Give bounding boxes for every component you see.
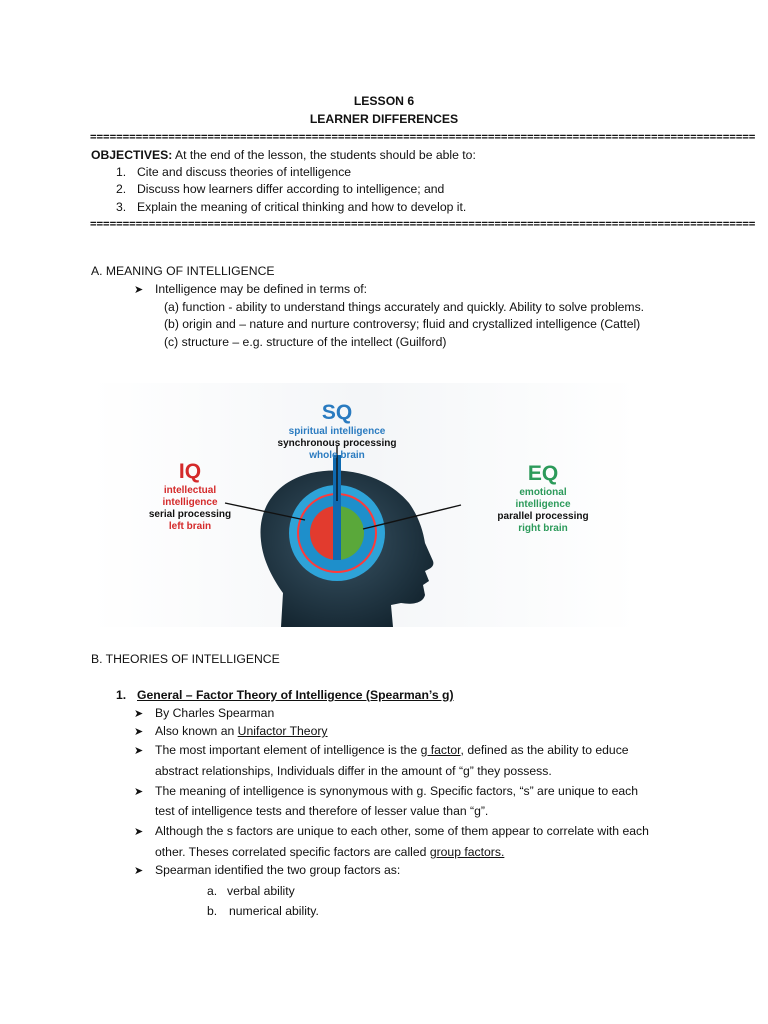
- definition-structure: (c) structure – e.g. structure of the intellect (Guilford): [164, 335, 447, 349]
- iq-title: IQ: [178, 460, 202, 483]
- sub-letter-b: b.: [207, 904, 218, 918]
- group-factors-intro: Spearman identified the two group factors as:: [155, 863, 401, 877]
- definition-function: (a) function - ability to understand things accurately and quickly. Ability to solve problems.: [164, 300, 645, 314]
- section-b-heading: B. THEORIES OF INTELLIGENCE: [91, 652, 280, 666]
- theory-1-author: By Charles Spearman: [155, 706, 275, 720]
- iq-line-3: serial processing: [148, 509, 232, 520]
- intelligence-head-figure: [91, 383, 637, 627]
- theory-1-alias: [155, 724, 328, 738]
- iq-line-1: intellectual: [163, 485, 217, 496]
- arrow-bullet-icon: ➤: [134, 725, 144, 738]
- theory-1-number: 1.: [116, 688, 127, 702]
- g-factor-suffix: , defined as the ability to educe: [460, 743, 629, 757]
- arrow-bullet-icon: ➤: [134, 825, 144, 838]
- group-factors-line-2: [155, 845, 504, 859]
- head-diagram: [91, 383, 637, 627]
- theory-1-title-text: General – Factor Theory of Intelligence (Spearman’s g): [137, 688, 454, 702]
- g-factor-prefix: The most important element of intelligence is the: [155, 743, 421, 757]
- arrow-bullet-icon: ➤: [134, 283, 144, 296]
- sq-line-3: whole brain: [309, 450, 365, 461]
- unifactor-theory-term: Unifactor Theory: [237, 724, 328, 738]
- lesson-number: LESSON 6: [353, 94, 415, 108]
- section-a-bullet: Intelligence may be defined in terms of:: [155, 282, 368, 296]
- objective-item-3: Explain the meaning of critical thinking and how to develop it.: [137, 200, 467, 214]
- objective-num-3: 3.: [116, 200, 127, 214]
- specific-factors-line-2: test of intelligence tests and therefore of lesser value than “g”.: [155, 804, 489, 818]
- g-factor-definition: [155, 743, 629, 757]
- eq-title: EQ: [527, 462, 559, 485]
- objectives-intro: [91, 148, 476, 162]
- arrow-bullet-icon: ➤: [134, 744, 144, 757]
- g-factor-definition-cont: abstract relationships, Individuals differ in the amount of “g” they possess.: [155, 764, 552, 778]
- objective-num-1: 1.: [116, 165, 127, 179]
- group-factors-term: group factors.: [429, 845, 505, 859]
- specific-factors-line-1: The meaning of intelligence is synonymous with g. Specific factors, “s” are unique to each: [155, 784, 639, 798]
- sq-title: SQ: [321, 401, 353, 424]
- numerical-ability: numerical ability.: [229, 904, 319, 918]
- theory-1-title: [137, 688, 454, 702]
- objective-item-2: Discuss how learners differ according to intelligence; and: [137, 182, 445, 196]
- definition-origin: (b) origin and – nature and nurture controversy; fluid and crystallized intelligence (Cattel): [164, 317, 641, 331]
- sq-line-2: synchronous processing: [277, 438, 397, 449]
- eq-line-3: parallel processing: [497, 511, 589, 522]
- divider-top: ======================================================================================================: [90, 130, 756, 143]
- arrow-bullet-icon: ➤: [134, 707, 144, 720]
- iq-line-2: intelligence: [162, 497, 218, 508]
- group-factors-prefix: other. Theses correlated specific factors are called: [155, 845, 430, 859]
- section-a-heading: A. MEANING OF INTELLIGENCE: [91, 264, 275, 278]
- arrow-bullet-icon: ➤: [134, 785, 144, 798]
- iq-line-4: left brain: [168, 521, 212, 532]
- eq-line-1: emotional: [519, 487, 567, 498]
- eq-line-2: intelligence: [515, 499, 571, 510]
- sub-letter-a: a.: [207, 884, 218, 898]
- theory-1-alias-prefix: Also known an: [155, 724, 238, 738]
- divider-bottom: ======================================================================================================: [90, 217, 756, 230]
- eq-line-4: right brain: [518, 523, 568, 534]
- arrow-bullet-icon: ➤: [134, 864, 144, 877]
- g-factor-term: g factor: [420, 743, 461, 757]
- group-factors-line-1: Although the s factors are unique to each other, some of them appear to correlate with each: [155, 824, 649, 838]
- objectives-label: OBJECTIVES:: [91, 148, 173, 162]
- objective-num-2: 2.: [116, 182, 127, 196]
- objectives-intro-text: At the end of the lesson, the students should be able to:: [172, 148, 476, 162]
- verbal-ability: verbal ability: [227, 884, 295, 898]
- sq-line-1: spiritual intelligence: [288, 426, 386, 437]
- objective-item-1: Cite and discuss theories of intelligence: [137, 165, 352, 179]
- lesson-title: LEARNER DIFFERENCES: [309, 112, 459, 126]
